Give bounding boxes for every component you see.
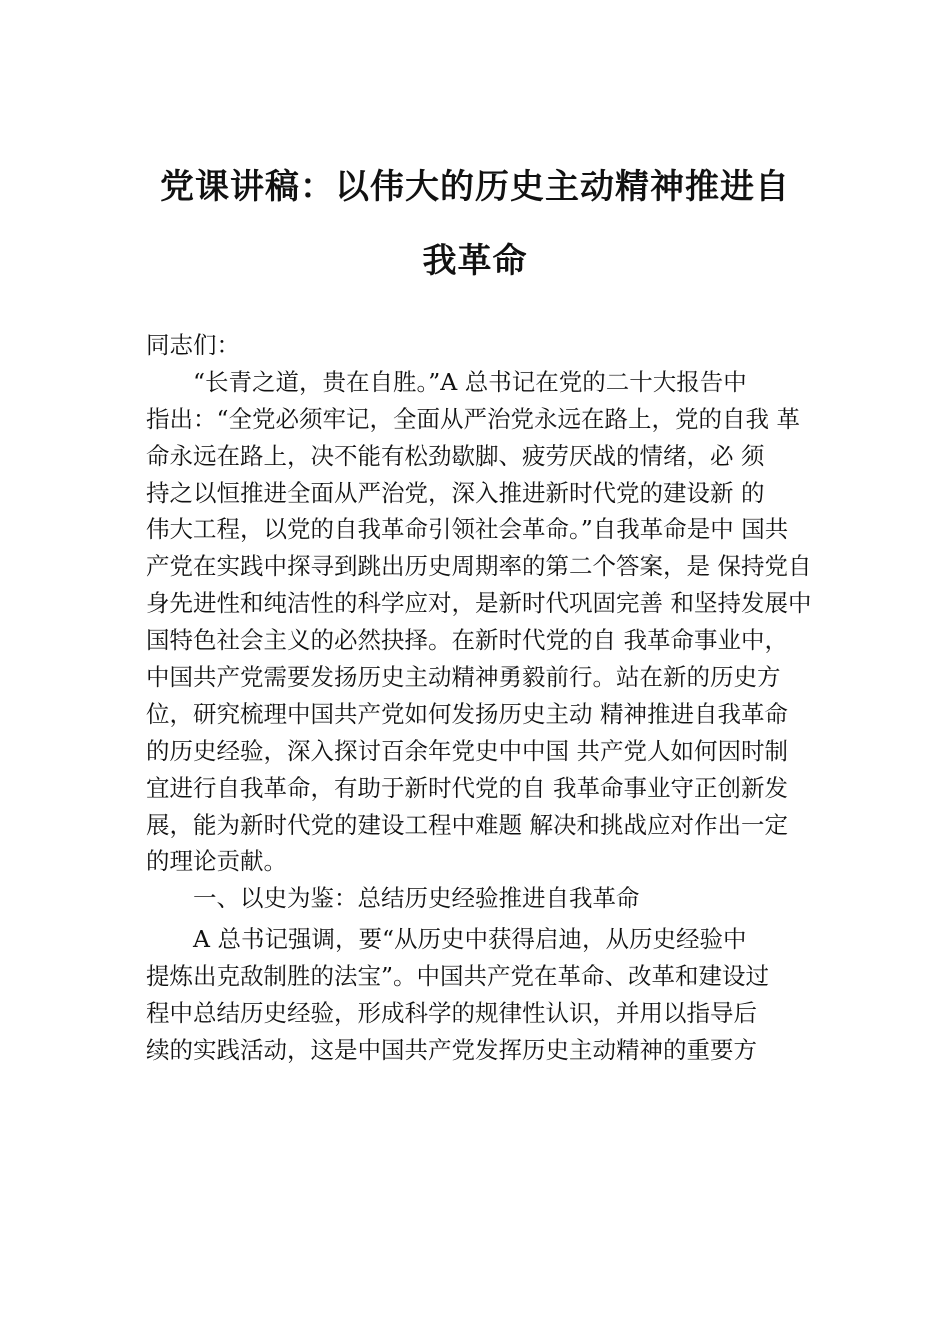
paragraph-line: 指出：“全党必须牢记，全面从严治党永远在路上，党的自我 革 (146, 404, 800, 433)
paragraph-line: A 总书记强调，要“从历史中获得启迪，从历史经验中 (193, 925, 747, 954)
paragraph-line: 续的实践活动，这是中国共产党发挥历史主动精神的重要方 (146, 1035, 757, 1064)
paragraph-line: 持之以恒推进全面从严治党，深入推进新时代党的建设新 的 (146, 478, 765, 507)
paragraph-line: 中国共产党需要发扬历史主动精神勇毅前行。站在新的历史方 (146, 663, 781, 692)
paragraph-line: 展，能为新时代党的建设工程中难题 解决和挑战应对作出一定 (146, 810, 788, 839)
paragraph-line: 产党在实践中探寻到跳出历史周期率的第二个答案，是 保持党自 (146, 552, 812, 581)
section-heading: 一、以史为鉴：总结历史经验推进自我革命 (193, 884, 640, 913)
paragraph-line: 的理论贡献。 (146, 847, 287, 876)
paragraph-line: “长青之道，贵在自胜。”A 总书记在党的二十大报告中 (193, 367, 747, 396)
paragraph-line: 身先进性和纯洁性的科学应对，是新时代巩固完善 和坚持发展中 (146, 589, 812, 618)
document-title (120, 150, 830, 298)
title-line: 党课讲稿：以伟大的历史主动精神推进自 (160, 167, 790, 207)
document-body (146, 327, 836, 1069)
paragraph-line: 提炼出克敌制胜的法宝”。中国共产党在革命、改革和建设过 (146, 962, 770, 991)
paragraph-line: 伟大工程，以党的自我革命引领社会革命。”自我革命是中 国共 (146, 515, 789, 544)
paragraph-line: 命永远在路上，决不能有松劲歇脚、疲劳厌战的情绪，必 须 (146, 441, 765, 470)
salutation: 同志们： (146, 331, 240, 359)
paragraph-line: 国特色社会主义的必然抉择。在新时代党的自 我革命事业中， (146, 626, 788, 655)
title-line: 我革命 (422, 241, 528, 281)
paragraph-2 (146, 921, 836, 1069)
paragraph-line: 宜进行自我革命，有助于新时代党的自 我革命事业守正创新发 (146, 773, 788, 802)
paragraph-1 (146, 364, 836, 880)
paragraph-line: 的历史经验，深入探讨百余年党史中中国 共产党人如何因时制 (146, 736, 788, 765)
paragraph-line: 程中总结历史经验，形成科学的规律性认识，并用以指导后 (146, 999, 757, 1028)
paragraph-line: 位，研究梳理中国共产党如何发扬历史主动 精神推进自我革命 (146, 699, 788, 728)
